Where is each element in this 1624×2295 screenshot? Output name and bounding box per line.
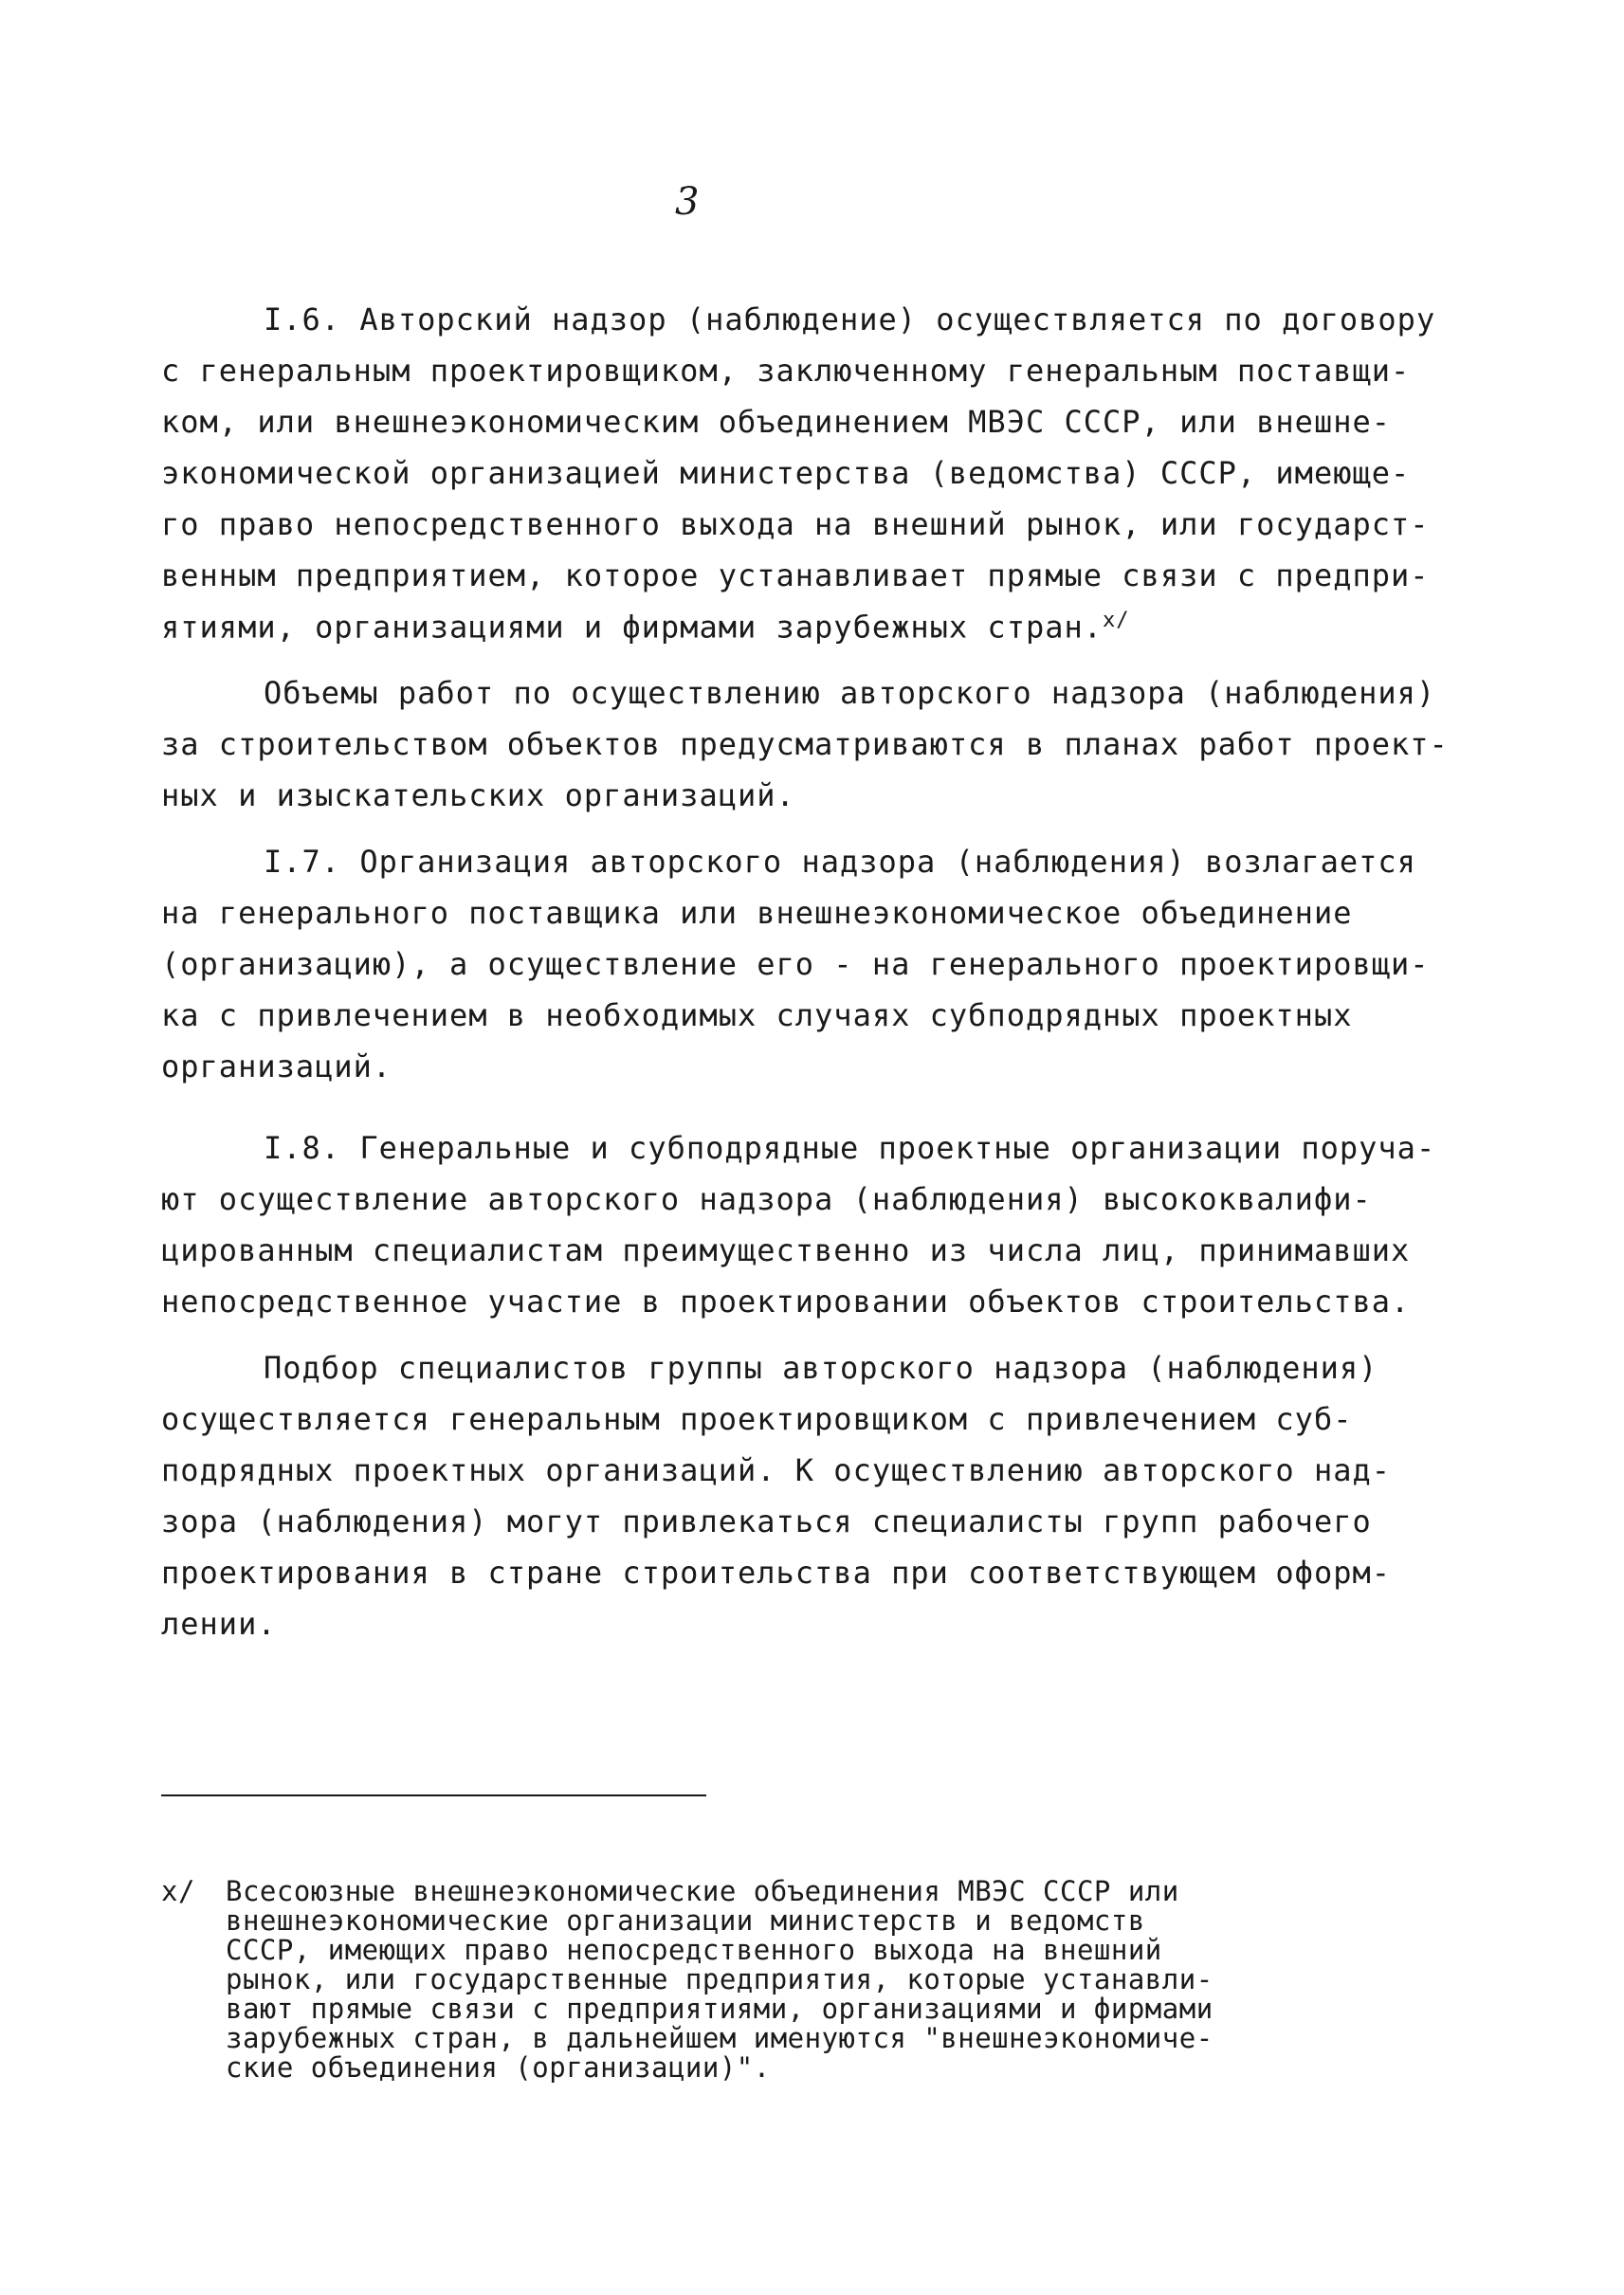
section-1-6-last-line — [161, 609, 1130, 646]
footnote-line: ские объединения (организации)". — [226, 2051, 771, 2084]
selection-paragraph-line: Подбор специалистов группы авторского надзора (наблюдения) — [264, 1350, 1378, 1386]
selection-paragraph-line: осуществляется генеральным проектировщиком с привлечением суб- — [161, 1401, 1353, 1437]
footnote-line: внешнеэкономические организации министерств и ведомств — [226, 1904, 1145, 1937]
section-1-7-line: ка с привлечением в необходимых случаях субподрядных проектных — [161, 997, 1353, 1033]
section-1-6-line: с генеральным проектировщиком, заключенному генеральным поставщи- — [161, 353, 1411, 389]
section-1-6-line: I.6. Авторский надзор (наблюдение) осуществляется по договору — [264, 301, 1436, 337]
footnote-marker: x/ — [161, 1875, 195, 1907]
footnote-line: СССР, имеющих право непосредственного выхода на внешний — [226, 1934, 1162, 1966]
selection-paragraph-line: лении. — [161, 1606, 277, 1642]
footnote-line: зарубежных стран, в дальнейшем именуются "внешнеэкономиче- — [226, 2022, 1213, 2054]
footnote-reference: x/ — [1103, 609, 1130, 632]
section-1-6-line: венным предприятием, которое устанавливает прямые связи с предпри- — [161, 557, 1430, 593]
footnote-line: Всесоюзные внешнеэкономические объединения МВЭС СССР или — [226, 1875, 1179, 1907]
selection-paragraph-line: проектирования в стране строительства при соответствующем оформ- — [161, 1555, 1391, 1591]
section-1-7-line: на генерального поставщика или внешнеэкономическое объединение — [161, 895, 1353, 931]
section-1-7-line: (организацию), а осуществление его - на генерального проектировщи- — [161, 946, 1430, 982]
section-1-8-line: ют осуществление авторского надзора (наблюдения) высококвалифи- — [161, 1181, 1372, 1217]
selection-paragraph-line: зора (наблюдения) могут привлекаться специалисты групп рабочего — [161, 1503, 1372, 1539]
section-1-6-line: ком, или внешнеэкономическим объединением МВЭС СССР, или внешне- — [161, 404, 1391, 440]
section-1-8-line: непосредственное участие в проектировании объектов строительства. — [161, 1284, 1411, 1320]
selection-paragraph-line: подрядных проектных организаций. К осуществлению авторского над- — [161, 1452, 1391, 1488]
section-1-6-line: экономической организацией министерства (ведомства) СССР, имеюще- — [161, 455, 1411, 491]
section-1-6-line: го право непосредственного выхода на внешний рынок, или государст- — [161, 506, 1430, 542]
section-1-8-line: I.8. Генеральные и субподрядные проектные организации поруча- — [264, 1130, 1436, 1166]
section-1-7-line: I.7. Организация авторского надзора (наблюдения) возлагается — [264, 844, 1416, 880]
volumes-paragraph-line: Объемы работ по осуществлению авторского надзора (наблюдения) — [264, 675, 1436, 711]
section-1-7-line: организаций. — [161, 1048, 392, 1084]
footnote-separator — [161, 1794, 706, 1796]
footnote-line: вают прямые связи с предприятиями, организациями и фирмами — [226, 1993, 1213, 2025]
footnote-line: рынок, или государственные предприятия, которые устанавли- — [226, 1963, 1213, 1995]
volumes-paragraph-line: ных и изыскательских организаций. — [161, 777, 795, 813]
section-1-8-line: цированным специалистам преимущественно из числа лиц, принимавших — [161, 1232, 1411, 1268]
page-number: 3 — [675, 180, 700, 224]
volumes-paragraph-line: за строительством объектов предусматриваются в планах работ проект- — [161, 726, 1449, 762]
section-1-6-line: ятиями, организациями и фирмами зарубежных стран. — [161, 609, 1104, 646]
